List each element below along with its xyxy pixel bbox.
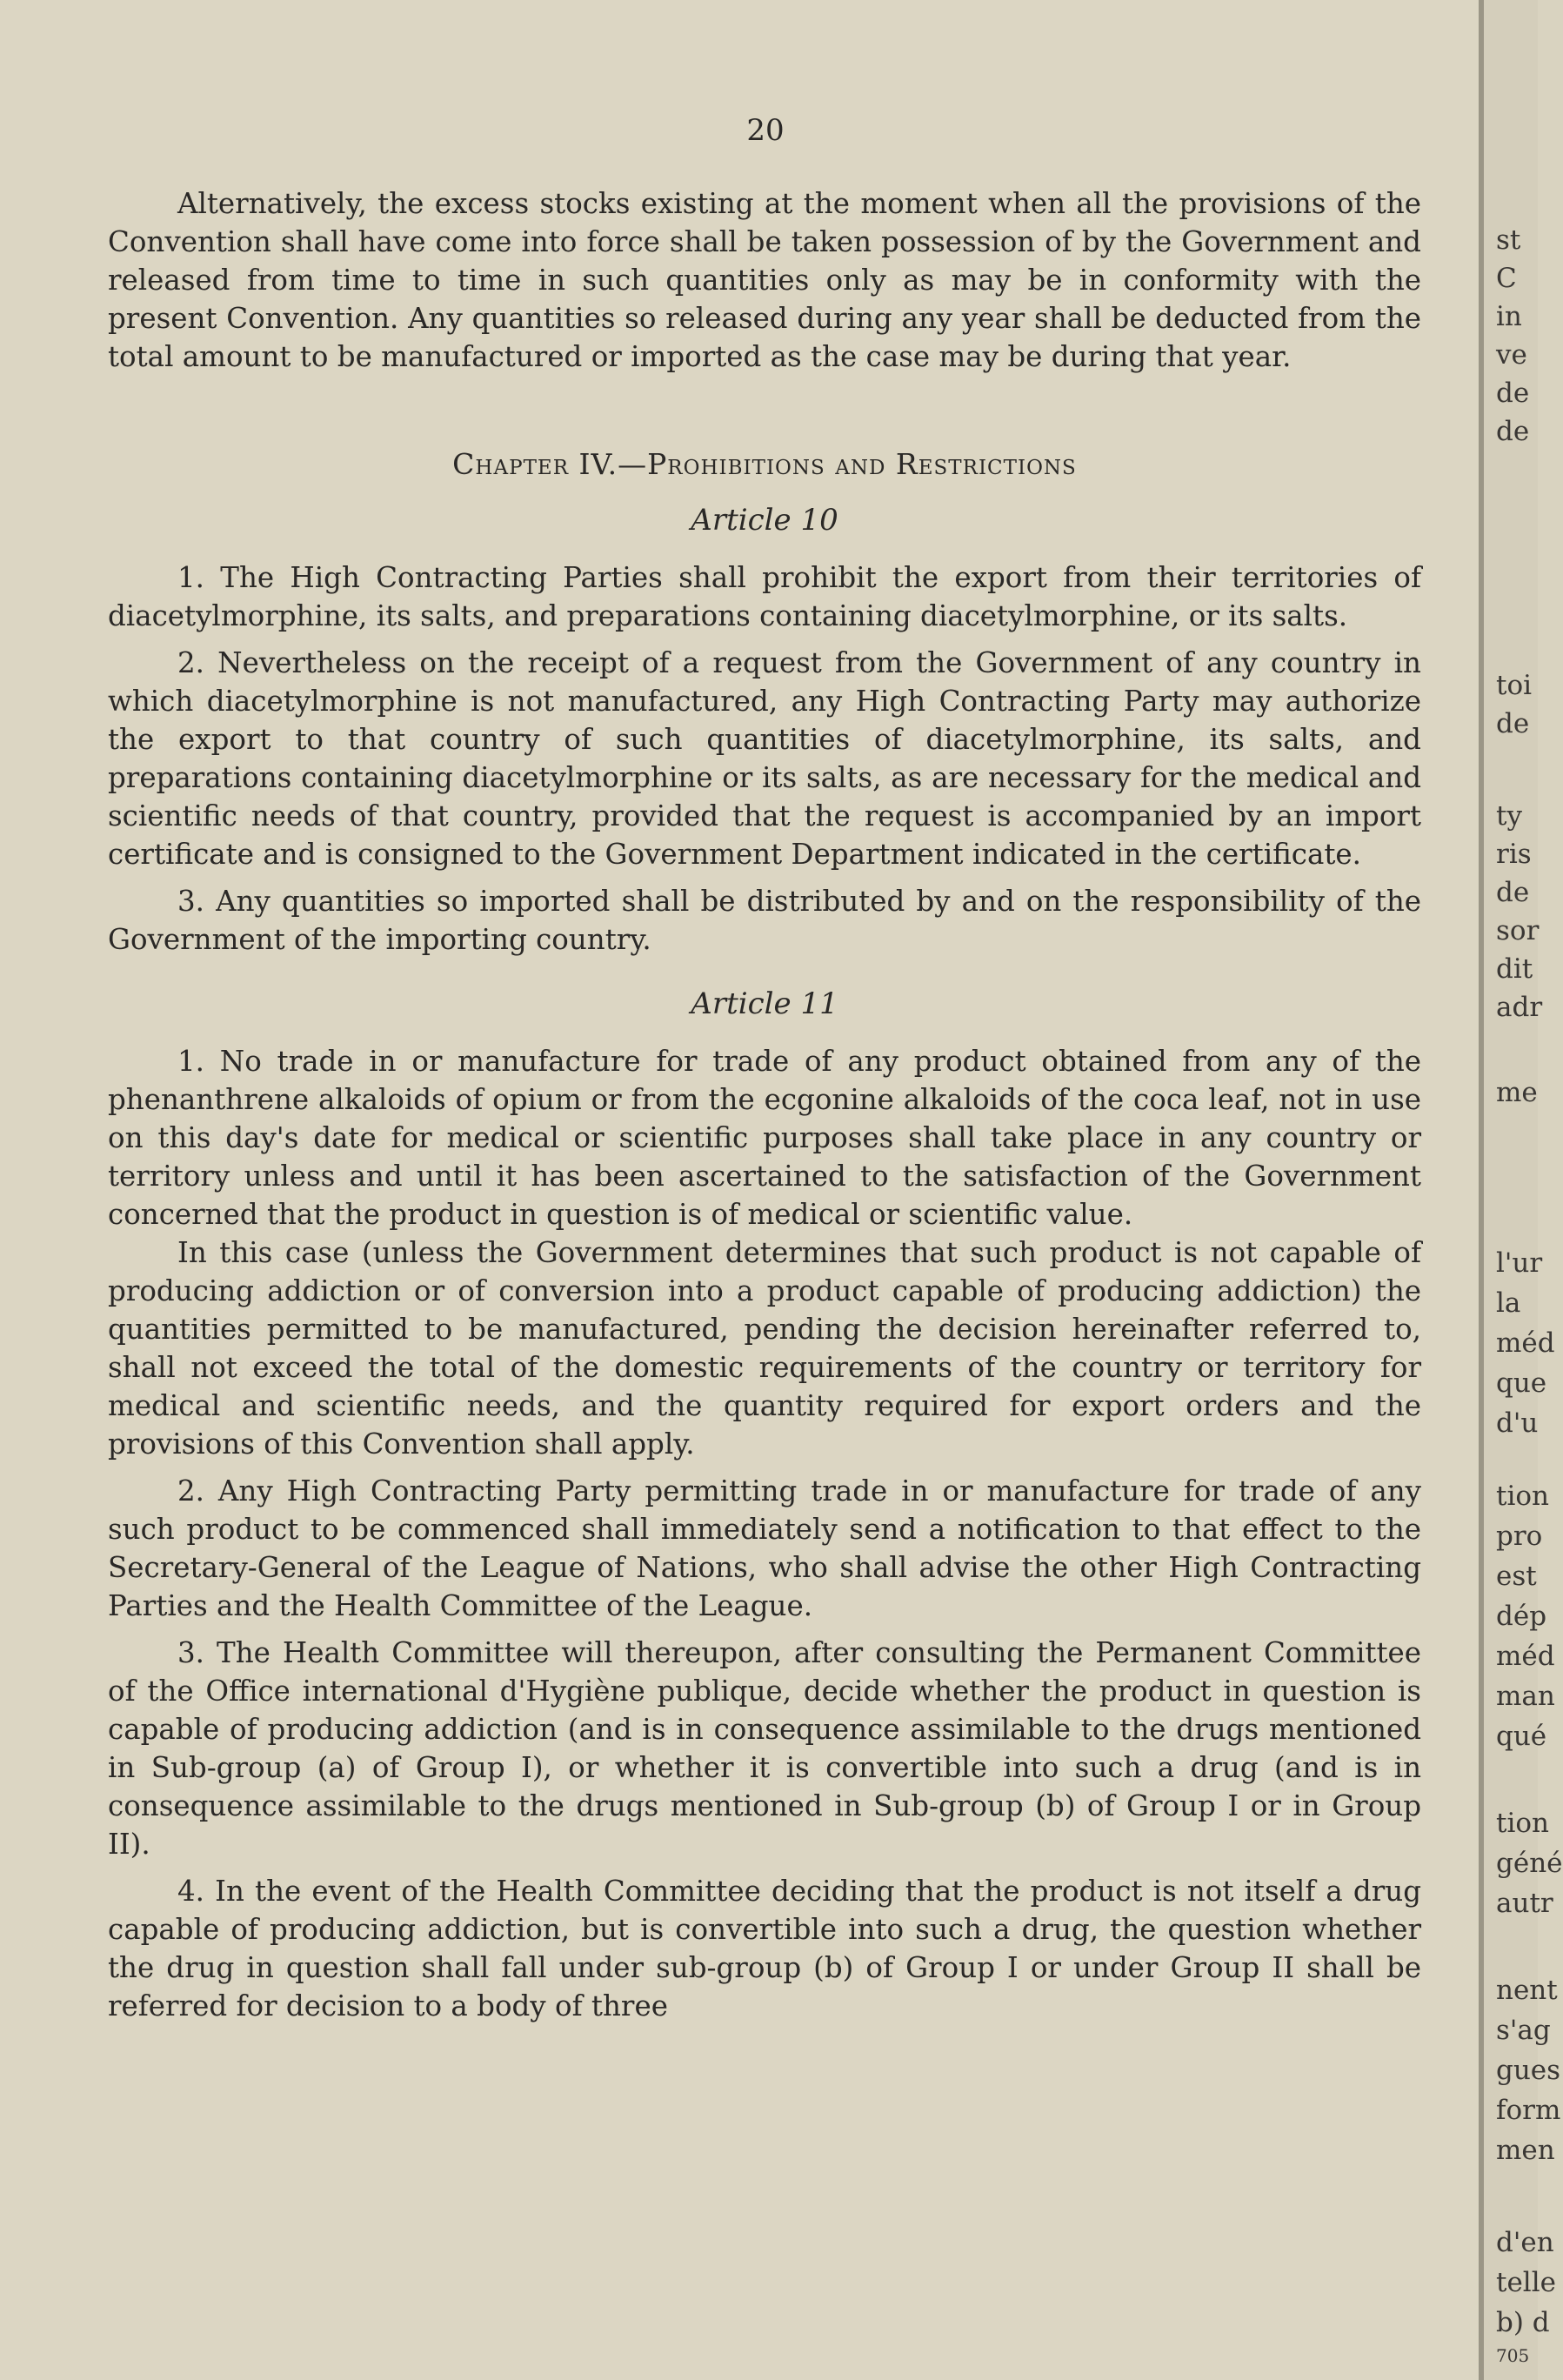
adjacent-page-strip [1484,0,1563,2380]
adjacent-fragment: pro [1496,1521,1543,1552]
article-10-paragraph-3: 3. Any quantities so imported shall be distributed by and on the responsibility of the Government of the importing country. [108,885,1421,956]
adjacent-fragment: méd [1496,1327,1555,1359]
adjacent-fragment: me [1496,1077,1538,1108]
adjacent-fragment: qué [1496,1721,1547,1752]
adjacent-fragment: l'ur [1496,1247,1543,1279]
adjacent-fragment: ris [1496,839,1532,870]
chapter-heading: Chapter IV.—Prohibitions and Restrictions [452,447,1077,481]
adjacent-fragment: est [1496,1561,1537,1592]
article-10-paragraph-1: 1. The High Contracting Parties shall prohibit the export from their territories of diacetylmorphine, its salts, and preparations containing diacetylmorphine, or its salts. [108,561,1421,632]
article-11-paragraph-3: 3. The Health Committee will thereupon, after consulting the Permanent Committee of the Office international d'Hygiène publique, decide whether the product in question is capable of producing addiction (and is in consequence assimilable to the drugs mentioned in Sub-group (a) of Group I), or whether it is convertible into such a drug (and is in consequence assimilable to the drugs mentioned in Sub-group (b) of Group I or in Group II). [108,1636,1421,1861]
adjacent-fragment: toi [1496,670,1533,701]
adjacent-fragment: 705 [1496,2345,1530,2366]
article-10-paragraph-2: 2. Nevertheless on the receipt of a request from the Government of any country in which diacetylmorphine is not manufactured, any High Contracting Party may authorize the export to that country of such quantities of diacetylmorphine, its salts, and preparations containing diacetylmorphine or its salts, as are necessary for the medical and scientific needs of that country, provided that the request is accompanied by an import certificate and is consigned to the Government Department indicated in the certificate. [108,646,1421,871]
adjacent-fragment: gues [1496,2055,1561,2086]
adjacent-fragment: autr [1496,1888,1553,1919]
adjacent-fragment: la [1496,1287,1521,1319]
article-11-paragraph-2: 2. Any High Contracting Party permitting trade in or manufacture for trade of any such product to be commenced shall immediately send a notification to that effect to the Secretary-General of the League of Nations, who shall advise the other High Contracting Parties and the Health Committee of the League. [108,1474,1421,1622]
body-text [108,184,1421,2025]
adjacent-fragment: adr [1496,992,1543,1023]
adjacent-fragment: b) d [1496,2307,1550,2338]
adjacent-fragment: ty [1496,800,1522,832]
adjacent-fragment: de [1496,416,1530,447]
adjacent-fragment: in [1496,301,1522,332]
adjacent-fragment: s'ag [1496,2015,1551,2046]
adjacent-fragment: man [1496,1681,1555,1712]
adjacent-fragment: méd [1496,1641,1555,1672]
adjacent-fragment: tion [1496,1808,1550,1839]
adjacent-fragment: ve [1496,339,1527,371]
adjacent-fragment: st [1496,224,1521,256]
adjacent-fragment: sor [1496,915,1540,946]
article-11-paragraph-1-continued: In this case (unless the Government determines that such product is not capable of producing addiction or of conversion into a product capable of producing addiction) the quantities permitted to be manufactured, pending the decision hereinafter referred to, shall not exceed the total of the domestic requirements of the country or territory for medical and scientific needs, and the quantity required for export orders and the provisions of this Convention shall apply. [108,1236,1421,1461]
intro-paragraph: Alternatively, the excess stocks existing at the moment when all the provisions of the Convention shall have come into force shall be taken possession of by the Government and released from time to time in such quantities only as may be in conformity with the present Convention. Any quantities so released during any year shall be deducted from the total amount to be manufactured or imported as the case may be during that year. [108,187,1421,373]
adjacent-fragment: nent [1496,1975,1558,2006]
page-number: 20 [746,113,785,148]
adjacent-fragment: de [1496,378,1530,409]
article-11-paragraph-1: 1. No trade in or manufacture for trade of any product obtained from any of the phenanthrene alkaloids of opium or from the ecgonine alkaloids of the coca leaf, not in use on this day's date for medical or scientific purposes shall take place in any country or territory unless and until it has been ascertained to the satisfaction of the Government concerned that the product in question is of medical or scientific value. [108,1045,1421,1231]
adjacent-fragment: form [1496,2095,1561,2126]
adjacent-fragment: d'u [1496,1407,1539,1439]
adjacent-fragment: géné [1496,1848,1563,1879]
adjacent-fragment: dép [1496,1601,1547,1632]
article-10-heading: Article 10 [691,503,838,538]
adjacent-fragment: men [1496,2135,1555,2166]
article-11-paragraph-4: 4. In the event of the Health Committee deciding that the product is not itself a drug capable of producing addiction, but is convertible into such a drug, the question whether the drug in question shall fall under sub-group (b) of Group I or under Group II shall be referred for decision to a body of three [108,1875,1421,2022]
adjacent-fragment: que [1496,1367,1547,1399]
article-11-heading: Article 11 [691,986,838,1021]
adjacent-fragment: telle [1496,2267,1556,2298]
adjacent-fragment: de [1496,708,1530,739]
adjacent-fragment: tion [1496,1481,1550,1512]
adjacent-fragment: C [1496,263,1517,294]
adjacent-fragment: de [1496,877,1530,908]
adjacent-fragment: d'en [1496,2227,1554,2258]
adjacent-fragment: dit [1496,953,1533,985]
